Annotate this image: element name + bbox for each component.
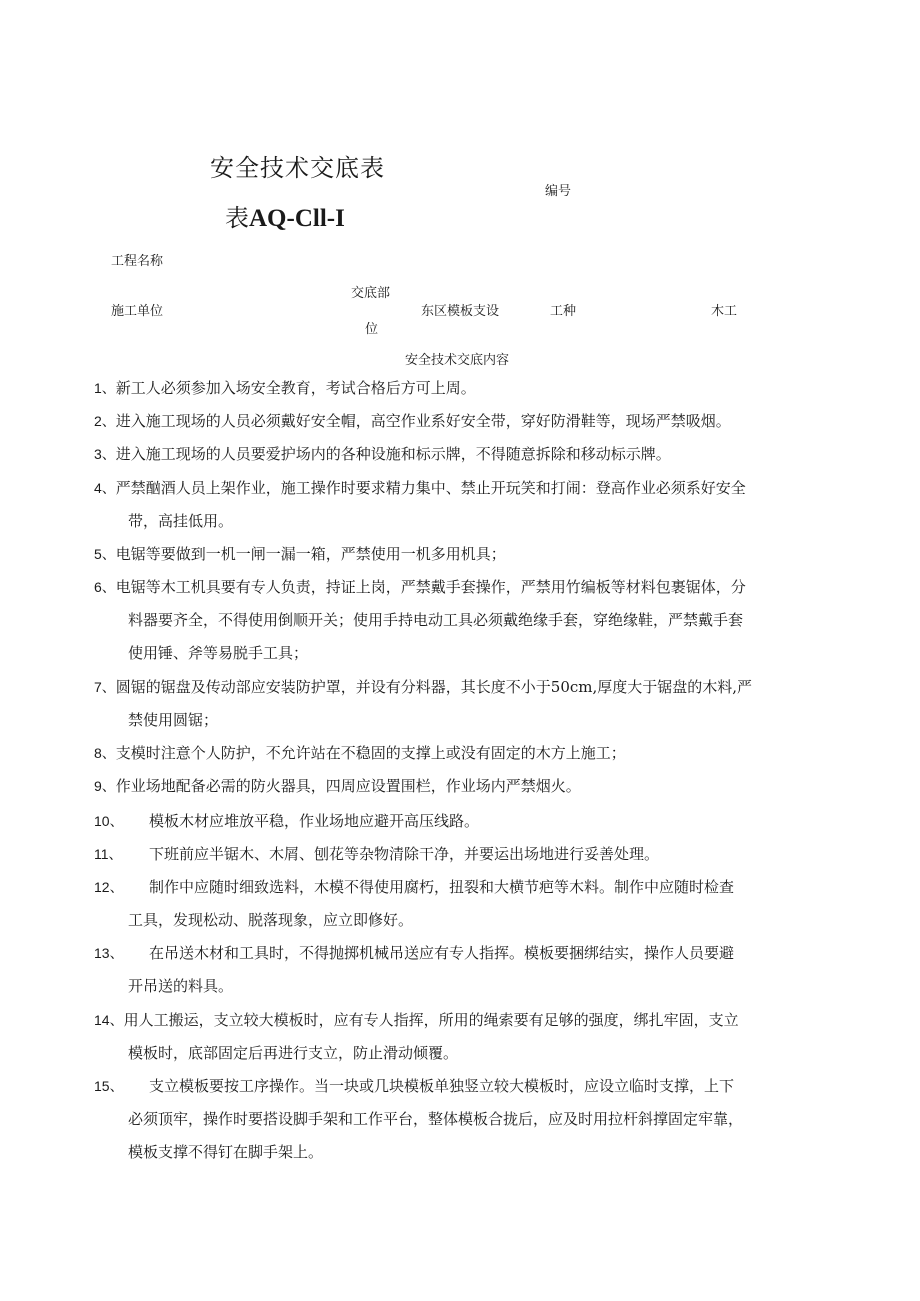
item-number: 5、 xyxy=(94,546,116,562)
list-item xyxy=(94,571,850,670)
item-number: 6、 xyxy=(94,579,116,595)
list-item xyxy=(94,770,850,803)
list-item xyxy=(94,1070,850,1169)
form-code-value: AQ-Cll-I xyxy=(249,205,345,232)
project-name-label: 工程名称 xyxy=(111,254,164,269)
form-code-prefix: 表 xyxy=(225,204,249,232)
item-text: 必须顶牢，操作时要搭设脚手架和工作平台，整体模板合拢后，应及时用拉杆斜撑固定牢靠， xyxy=(128,1110,744,1128)
item-number: 13、 xyxy=(94,945,124,961)
item-text: 模板时，底部固定后再进行支立，防止滑动倾覆。 xyxy=(128,1044,459,1062)
list-item xyxy=(94,472,850,538)
item-text: 带，高挂低用。 xyxy=(128,512,234,530)
item-number: 10、 xyxy=(94,813,124,829)
trade-value: 木工 xyxy=(711,304,738,319)
item-text: 进入施工现场的人员必须戴好安全帽，高空作业系好安全带，穿好防滑鞋等，现场严禁吸烟。 xyxy=(115,412,731,430)
list-item xyxy=(94,805,850,838)
item-text: 工具，发现松动、脱落现象，应立即修好。 xyxy=(128,911,414,929)
item-number: 9、 xyxy=(94,778,116,794)
list-item xyxy=(94,838,850,871)
list-item xyxy=(94,671,850,737)
item-number: 3、 xyxy=(94,446,116,462)
item-text: 新工人必须参加入场安全教育，考试合格后方可上周。 xyxy=(115,379,476,397)
item-text: 模板支撑不得钉在脚手架上。 xyxy=(128,1143,324,1161)
list-item xyxy=(94,1004,850,1070)
item-text: 圆锯的锯盘及传动部应安装防护罩，并设有分料器，其长度不小于50cm,厚度大于锯盘的木料,严 xyxy=(115,678,753,696)
item-number: 1、 xyxy=(94,380,116,396)
content-header: 安全技术交底内容 xyxy=(405,353,510,368)
item-text: 制作中应随时细致选料，木模不得使用腐朽，扭裂和大横节疤等木料。制作中应随时检查 xyxy=(149,878,735,896)
item-text: 使用锤、斧等易脱手工具； xyxy=(128,644,309,662)
item-text: 用人工搬运，支立较大模板时，应有专人指挥，所用的绳索要有足够的强度，绑扎牢固，支立 xyxy=(123,1011,739,1029)
form-code xyxy=(225,198,345,233)
item-text: 料器要齐全，不得使用倒顺开关；使用手持电动工具必须戴绝缘手套，穿绝缘鞋，严禁戴手套 xyxy=(128,611,744,629)
item-text: 作业场地配备必需的防火器具，四周应设置围栏，作业场内严禁烟火。 xyxy=(115,777,581,795)
item-text: 电锯等要做到一机一闸一漏一箱，严禁使用一机多用机具； xyxy=(115,545,506,563)
item-text: 电锯等木工机具要有专人负责，持证上岗，严禁戴手套操作，严禁用竹编板等材料包裹锯体，分 xyxy=(115,578,746,596)
item-number: 11、 xyxy=(94,846,123,862)
handover-part-label: 交底部 xyxy=(351,286,391,301)
item-text: 禁使用圆锯； xyxy=(128,711,219,729)
item-text: 下班前应半锯木、木屑、刨花等杂物清除干净，并要运出场地进行妥善处理。 xyxy=(149,845,660,863)
item-number: 7、 xyxy=(94,679,116,695)
item-text: 支模时注意个人防护，不允许站在不稳固的支撑上或没有固定的木方上施工； xyxy=(115,744,626,762)
document-title: 安全技术交底表 xyxy=(210,154,385,182)
item-number: 14、 xyxy=(94,1012,124,1028)
item-text: 开吊送的料具。 xyxy=(128,977,234,995)
item-number: 8、 xyxy=(94,745,116,761)
list-item xyxy=(94,405,850,438)
item-number: 12、 xyxy=(94,879,124,895)
item-number: 15、 xyxy=(94,1078,124,1094)
list-item xyxy=(94,871,850,937)
item-text: 支立模板要按工序操作。当一块或几块模板单独竖立较大模板时，应设立临时支撑，上下 xyxy=(149,1077,735,1095)
list-item xyxy=(94,438,850,471)
number-label: 编号 xyxy=(545,184,572,199)
item-text: 进入施工现场的人员要爱护场内的各种设施和标示牌，不得随意拆除和移动标示牌。 xyxy=(115,445,671,463)
list-item xyxy=(94,937,850,1003)
list-item xyxy=(94,372,850,405)
construction-unit-label: 施工单位 xyxy=(111,304,164,319)
item-text: 在吊送木材和工具时，不得抛掷机械吊送应有专人指挥。模板要捆绑结实，操作人员要避 xyxy=(149,944,735,962)
item-text: 模板木材应堆放平稳，作业场地应避开高压线路。 xyxy=(149,812,480,830)
list-item xyxy=(94,737,850,770)
item-text: 严禁酗酒人员上架作业，施工操作时要求精力集中、禁止开玩笑和打闹：登高作业必须系好安全 xyxy=(115,479,746,497)
handover-part-value: 东区模板支设 xyxy=(421,304,500,319)
item-number: 2、 xyxy=(94,413,116,429)
list-item xyxy=(94,538,850,571)
trade-label: 工种 xyxy=(550,304,577,319)
handover-part-label-cont: 位 xyxy=(365,322,379,337)
item-number: 4、 xyxy=(94,480,116,496)
